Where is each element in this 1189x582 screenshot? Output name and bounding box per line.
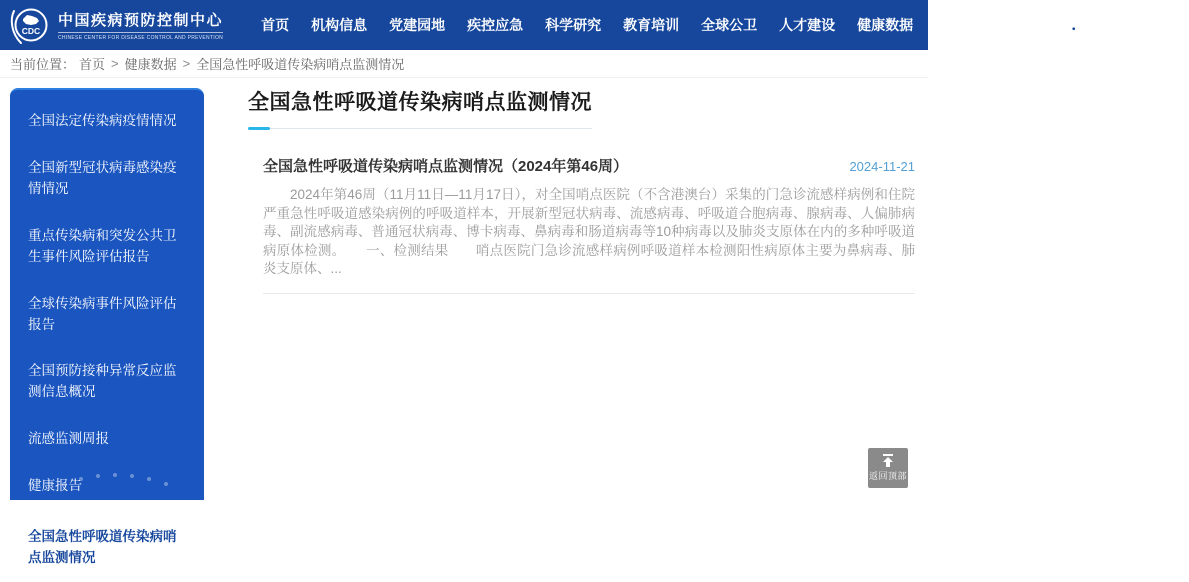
breadcrumb-separator: > <box>182 56 191 71</box>
nav-item-journals[interactable]: 学术期刊 <box>1013 17 1070 33</box>
site-title-cn: 中国疾病预防控制中心 <box>58 12 224 29</box>
breadcrumb-separator: > <box>111 56 119 71</box>
title-accent-bar <box>248 127 270 130</box>
language-toggle[interactable]: EN <box>1137 17 1156 33</box>
article-divider <box>263 293 915 294</box>
nav-item-emergency[interactable]: 疾控应急 <box>467 17 524 33</box>
top-nav-bar <box>0 0 1156 50</box>
breadcrumb-home[interactable]: 首页 <box>79 57 106 72</box>
sidebar-item-risk-assessment[interactable]: 重点传染病和突发公共卫生事件风险评估报告 <box>28 227 177 264</box>
sidebar-item-vaccine-aefi[interactable]: 全国预防接种异常反应监测信息概况 <box>28 363 177 400</box>
article-date: 2024-11-21 <box>849 159 915 174</box>
back-to-top-button[interactable] <box>868 448 908 488</box>
site-title-en: CHINESE CENTER FOR DISEASE CONTROL AND PREVENTION <box>58 32 223 41</box>
search-icon[interactable] <box>1172 17 1189 34</box>
mail-icon[interactable] <box>1103 17 1120 34</box>
header-utility-group <box>1069 17 1189 34</box>
article-head <box>263 155 915 176</box>
breadcrumb-prefix: 当前位置： <box>10 57 76 72</box>
nav-item-research[interactable]: 科学研究 <box>545 17 602 33</box>
nav-item-org-info[interactable]: 机构信息 <box>311 17 368 33</box>
nav-item-health-data[interactable]: 健康数据 <box>857 17 914 33</box>
sidebar-item-covid[interactable]: 全国新型冠状病毒感染疫情情况 <box>28 159 177 196</box>
cdc-emblem-icon <box>8 3 50 47</box>
nav-item-party[interactable]: 党建园地 <box>389 17 446 33</box>
main-content <box>248 86 915 294</box>
nav-item-global-health[interactable]: 全球公卫 <box>701 17 758 33</box>
sidebar-dots-decoration <box>62 482 66 486</box>
sidebar-item-respiratory-sentinel[interactable]: 全国急性呼吸道传染病哨点监测情况 <box>10 514 204 582</box>
sidebar-item-global-risk[interactable]: 全球传染病事件风险评估报告 <box>28 295 177 332</box>
svg-text:CDC: CDC <box>21 26 41 36</box>
article-list-item <box>248 155 915 294</box>
sidebar-item-flu-weekly[interactable]: 流感监测周报 <box>28 431 109 447</box>
nav-item-training[interactable]: 教育培训 <box>623 17 680 33</box>
site-logo[interactable] <box>8 3 223 47</box>
accessibility-icon[interactable] <box>1069 17 1086 34</box>
nav-item-talent[interactable]: 人才建设 <box>779 17 836 33</box>
sidebar-item-health-report[interactable]: 健康报告 <box>28 478 82 494</box>
arrow-up-icon <box>880 454 896 468</box>
page-title-block <box>248 86 592 129</box>
site-title-block <box>58 9 223 41</box>
section-sidebar <box>10 88 204 566</box>
main-nav <box>261 15 1069 35</box>
back-to-top-label: 返回顶部 <box>868 471 907 481</box>
nav-item-home[interactable]: 首页 <box>261 17 290 33</box>
article-title-link[interactable]: 全国急性呼吸道传染病哨点监测情况（2024年第46周） <box>263 158 629 175</box>
sidebar-item-notifiable-diseases[interactable]: 全国法定传染病疫情情况 <box>28 113 177 128</box>
breadcrumb-current-page: 全国急性呼吸道传染病哨点监测情况 <box>196 57 405 72</box>
breadcrumb-health-data[interactable]: 健康数据 <box>124 57 177 72</box>
nav-item-health-science[interactable]: 健康科普 <box>935 17 992 33</box>
article-summary: 2024年第46周（11月11日—11月17日），对全国哨点医院（不含港澳台）采集的门急诊流感样病例和住院严重急性呼吸道感染病例的呼吸道样本，开展新型冠状病毒、流感病毒、呼吸道合胞病毒、腺病毒、人偏肺病毒、副流感病毒、普通冠状病毒、博卡病毒、鼻病毒和肠道病毒等10种病毒以及肺炎支原体在内的多种呼吸道病原体检测。 一、检测结果 哨点医院门急诊流感样病例呼吸道样本检测阳性病原体主要为鼻病毒、肺炎支原体、... <box>263 187 915 276</box>
page-title: 全国急性呼吸道传染病哨点监测情况 <box>248 86 592 129</box>
breadcrumb <box>0 50 928 78</box>
